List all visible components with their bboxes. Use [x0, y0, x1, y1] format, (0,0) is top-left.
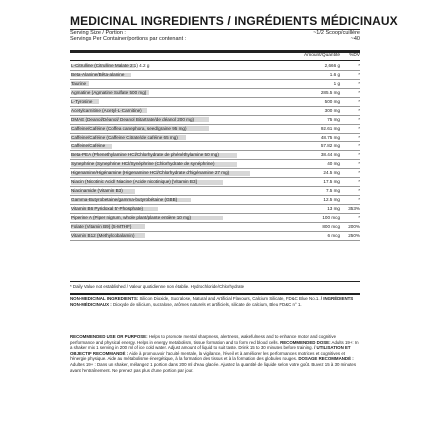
- ingredient-row: [70, 160, 360, 169]
- ingredient-name-cell: [70, 134, 302, 142]
- recommended-use-heading: RECOMMENDED USE OR PURPOSE:: [70, 334, 148, 339]
- ingredient-row: [70, 107, 360, 116]
- ingredient-row: [70, 71, 360, 80]
- ingredient-daily-value: 200%: [348, 223, 360, 229]
- ingredient-name-cell: [70, 187, 302, 195]
- recommended-dose-text: Adults 19+: In a shaker mix 1 serving in 200 ml of ice cold water. Adjust amount of liquid to suit taste. Drink 15 to 30 minutes before training.: [70, 339, 359, 351]
- ingredient-row: [70, 178, 360, 187]
- ingredient-name: Vitamin B12 (Methylcobalamin): [71, 232, 135, 238]
- ingredient-name-cell: [70, 80, 302, 88]
- ingredient-row: [70, 223, 360, 232]
- non-medicinal-text-fr: Dioxyde de silicium, sucralose, arômes naturels et artificiels, silicate de calcium, Bleu FD&C n° 1.: [112, 301, 302, 307]
- ingredient-name-cell: [70, 214, 302, 222]
- label-title: MEDICINAL INGREDIENTS / INGRÉDIENTS MÉDICINAUX: [70, 14, 398, 28]
- non-medicinal-heading: NON-MEDICINAL INGREDIENTS:: [70, 296, 139, 301]
- ingredient-daily-value: *: [358, 107, 360, 113]
- non-medicinal-heading-fr: / INGRÉDIENTS NON-MÉDICINAUX :: [70, 296, 354, 307]
- ingredient-daily-value: *: [358, 152, 360, 158]
- top-rule: [70, 29, 360, 30]
- ingredient-name: Niacin (Nicotinic Acid/ Niacine (Acide nicotinique) [Vitamin B3]: [71, 179, 197, 185]
- ingredient-amount: 100 mcg: [322, 214, 340, 220]
- ingredient-row: [70, 116, 360, 125]
- ingredient-row: [70, 187, 360, 196]
- ingredient-name-cell: [70, 169, 302, 177]
- ingredient-amount: 2,666 g: [324, 63, 340, 68]
- ingredient-daily-value: *: [358, 63, 360, 68]
- ingredient-name: Caffeine/Caféine (Caffeine Citrate/de caféine 65 mg): [71, 134, 178, 140]
- ingredient-name: Caffeine/Caféine: [71, 143, 106, 149]
- ingredient-row: [70, 214, 360, 223]
- servings-per-container-value: ~40: [350, 36, 360, 43]
- recommended-use: [70, 334, 360, 373]
- ingredient-name: Beta-Alanine/Bêta-alanine: [71, 71, 125, 77]
- ingredient-amount: 40 mg: [327, 161, 340, 167]
- ingredient-amount: 1 g: [333, 80, 340, 86]
- table-bottom-rule: [70, 281, 360, 282]
- ingredient-name-cell: [70, 223, 302, 231]
- recommended-dose-heading-fr: DOSAGE RECOMMANDÉ :: [298, 356, 354, 362]
- ingredient-name-cell: [70, 116, 302, 124]
- ingredient-name: L-Citrulline (Citrulline Malate 2:1) 4.2 g: [71, 63, 150, 68]
- recommended-dose-heading: RECOMMENDED DOSE:: [280, 339, 331, 345]
- ingredient-amount: 1.6 g: [329, 71, 340, 77]
- ingredient-row: [70, 134, 360, 143]
- ingredient-amount: 500 mg: [324, 98, 340, 104]
- ingredient-row: [70, 98, 360, 107]
- ingredient-amount: 7.5 mg: [325, 188, 340, 194]
- ingredient-amount: 13 mg: [327, 206, 340, 211]
- ingredient-name: Vitamin B6 Pyridoxal 5'-Phosphate): [71, 206, 144, 211]
- ingredient-row: [70, 62, 360, 71]
- ingredient-row: [70, 89, 360, 98]
- ingredient-name: Taurine: [71, 80, 87, 86]
- serving-info: [70, 30, 360, 42]
- ingredient-name: Niacinamide (Vitamin B3): [71, 188, 123, 194]
- ingredient-daily-value: *: [358, 125, 360, 131]
- ingredient-name-cell: [70, 98, 302, 106]
- ingredient-name: Acetylcarnitine (Acetyl-L-Carnitine): [71, 107, 142, 113]
- ingredient-daily-value: *: [358, 161, 360, 167]
- non-medicinal-ingredients: [70, 296, 360, 307]
- ingredient-amount: 57.82 mg: [320, 143, 340, 149]
- ingredient-row: [70, 151, 360, 160]
- ingredient-daily-value: *: [358, 188, 360, 194]
- non-medicinal-text: Silicon Dioxide, Sucralose, Natural and Artificial Flavours, Calcium Silicate, FD&C Blue No.1.: [139, 296, 320, 301]
- ingredient-name-cell: [70, 62, 302, 70]
- ingredient-name-cell: [70, 71, 302, 79]
- ingredient-daily-value: *: [358, 143, 360, 149]
- recommended-use-heading-fr: / UTILISATION ET OBJECTIF RECOMMANDÉ :: [70, 345, 351, 356]
- ingredient-daily-value: *: [358, 98, 360, 104]
- ingredient-daily-value: *: [358, 116, 360, 122]
- ingredient-daily-value: *: [358, 214, 360, 220]
- ingredient-name-cell: [70, 232, 302, 240]
- ingredient-name: Gamma-Butyrobetaine/gamma-butyrobétaine (GBB): [71, 197, 178, 203]
- ingredient-name: Higenamine/Higénamine (Higenamine HCl/Chlorhydrate d'higénamine 27 mg): [71, 170, 230, 176]
- ingredient-amount: 300 mg: [324, 107, 340, 113]
- ingredient-daily-value: 353%: [348, 206, 360, 211]
- daily-value-footnote: * Daily Value not established / Valeur quotidienne non établie. Hydrochloride/Chlorhydrate: [70, 284, 245, 289]
- dv-column-header: %DV: [349, 53, 360, 58]
- ingredient-daily-value: *: [358, 170, 360, 176]
- ingredient-amount: 285.5 mg: [320, 89, 340, 95]
- ingredient-name: Synephrine (Synephrine HCl/Synéphrine (Chlorhydrate de synéphrine): [71, 161, 215, 167]
- ingredient-amount: 17.5 mg: [323, 179, 340, 185]
- ingredient-name: Caffeine/Caféine (Coffea canephora, seed/graine 95 mg): [71, 125, 187, 131]
- ingredient-name-cell: [70, 89, 302, 97]
- ingredient-name-cell: [70, 205, 302, 213]
- footnote-rule: [70, 293, 360, 295]
- ingredient-amount: 6 mcg: [327, 232, 340, 238]
- ingredient-name: Agmatine (Agmatine Sulfate 500 mg): [71, 89, 147, 95]
- ingredient-amount: 38.44 mg: [320, 152, 340, 158]
- ingredient-name-cell: [70, 178, 302, 186]
- servings-per-container-label: Servings Per Container/portions par contenant :: [70, 36, 187, 43]
- ingredient-name: L-Tyrosine: [71, 98, 93, 104]
- ingredient-row: [70, 80, 360, 89]
- ingredient-row: [70, 125, 360, 134]
- ingredient-name: Piperine A (Piper nigrum, whole plant/plante entière 10 mg): [71, 214, 192, 220]
- ingredient-amount: 48.75 mg: [320, 134, 340, 140]
- ingredient-daily-value: *: [358, 71, 360, 77]
- serving-size-label: Serving Size / Portion :: [70, 30, 126, 36]
- ingredient-name-cell: [70, 142, 302, 150]
- ingredient-name-cell: [70, 107, 302, 115]
- ingredient-name: Beta-PEA (Phenethylamine HCl/Chlorhydrate de phénéthylamine 50 mg): [71, 152, 219, 158]
- ingredient-daily-value: *: [358, 80, 360, 86]
- ingredient-amount: 92.61 mg: [320, 125, 340, 131]
- recommended-dose-text-fr: Adultes 19+ : Dans un shaker, mélangez 1 portion dans 200 ml d'eau glacée. Ajustez la quantité de liquide selon votre goût. Buvez 15 à 30 minutes avant l'entraînement. Ne prenez pas plus d'une portion par jour.: [70, 361, 357, 373]
- ingredient-amount: 800 mcg: [322, 223, 340, 229]
- ingredient-row: [70, 142, 360, 151]
- ingredient-daily-value: *: [358, 89, 360, 95]
- ingredient-name: Folate (Vitamin B9) (5-MTHF): [71, 223, 132, 229]
- ingredient-name-cell: [70, 160, 302, 168]
- recommended-use-text-fr: Aide à promouvoir l'acuité mentale, la vigilance, l'éveil et à améliorer les performances motrices et cognitives et l'énergie physique. Aide au métabolisme énergétique, à la formation des tissus et à la formation des globules rouges.: [70, 350, 345, 362]
- recommended-use-text: Helps to promote mental sharpness, alertness, wakefulness and to enhance motor and cognitive performance and physical energy. Helps in energy metabolism, tissue formation and to form red blood cells.: [70, 334, 337, 345]
- ingredient-daily-value: *: [358, 197, 360, 203]
- column-header-rule: [70, 60, 360, 61]
- ingredient-daily-value: *: [358, 134, 360, 140]
- ingredient-name-cell: [70, 125, 302, 133]
- ingredient-row: [70, 205, 360, 214]
- ingredient-daily-value: *: [358, 179, 360, 185]
- ingredient-table: [70, 62, 360, 241]
- ingredient-name: DMAE (Deanol/Déanol/ Deanol Bitartrate/de déanol 200 mg): [71, 116, 195, 122]
- ingredient-name-cell: [70, 151, 302, 159]
- ingredient-daily-value: 250%: [348, 232, 360, 238]
- ingredient-name-cell: [70, 196, 302, 204]
- ingredient-row: [70, 169, 360, 178]
- ingredient-row: [70, 232, 360, 241]
- ingredient-amount: 12.5 mg: [323, 197, 340, 203]
- ingredient-row: [70, 196, 360, 205]
- amount-column-header: Amount/Quantité: [304, 53, 340, 58]
- serving-size-value: ~1/2 Scoop/cuillère: [313, 30, 360, 36]
- ingredient-amount: 75 mg: [327, 116, 340, 122]
- ingredient-amount: 24.5 mg: [323, 170, 340, 176]
